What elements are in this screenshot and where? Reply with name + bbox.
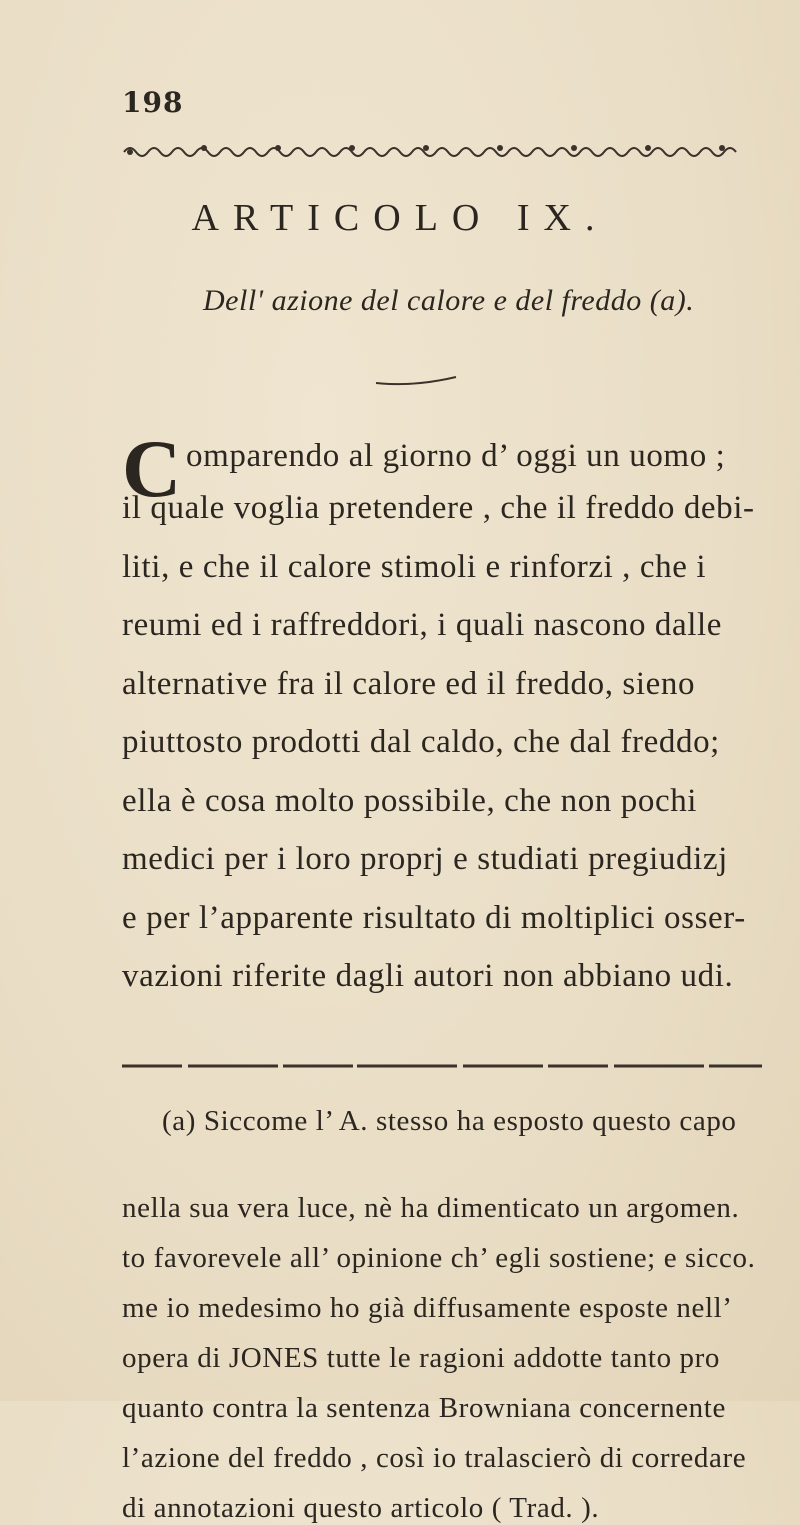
body-line: liti, e che il calore stimoli e rinforzi , che i xyxy=(122,548,707,585)
footnote-line: me io medesimo ho già diffusamente esposte nell’ xyxy=(122,1292,733,1324)
footnote-line: nella sua vera luce, nè ha dimenticato un argomen. xyxy=(122,1192,740,1224)
body-line: piuttosto prodotti dal caldo, che dal freddo; xyxy=(122,724,720,760)
article-heading: ARTICOLO IX. xyxy=(191,197,609,239)
footnote-separator-rule xyxy=(122,1063,762,1069)
body-line: alternative fra il calore ed il freddo, sieno xyxy=(122,665,696,702)
page-number: 198 xyxy=(122,86,184,119)
body-line: medici per i loro proprj e studiati pregiudizj xyxy=(122,841,728,877)
footnote-line: opera di JONES tutte le ragioni addotte tanto pro xyxy=(122,1342,720,1374)
footnote-line: quanto contra la sentenza Browniana concernente xyxy=(122,1392,726,1424)
footnote-line: (a) Siccome l’ A. stesso ha esposto questo capo xyxy=(162,1105,737,1137)
drop-cap-letter: C xyxy=(122,423,182,514)
footnote-line: l’azione del freddo , così io tralascierò di corredare xyxy=(122,1442,747,1474)
footnote-line: di annotazioni questo articolo ( Trad. ). xyxy=(122,1492,600,1524)
short-rule-divider xyxy=(374,375,458,387)
body-line: e per l’apparente risultato di moltiplici osser- xyxy=(122,899,746,936)
body-line: il quale voglia pretendere , che il freddo debi- xyxy=(122,490,755,526)
body-line: reumi ed i raffreddori, i quali nascono dalle xyxy=(122,607,723,643)
article-subheading: Dell' azione del calore e del freddo (a). xyxy=(203,284,695,317)
body-line: vazioni riferite dagli autori non abbiano udi. xyxy=(122,958,734,994)
footnote-line: to favorevele all’ opinione ch’ egli sostiene; e sicco. xyxy=(122,1242,756,1274)
paragraph-first-line: omparendo al giorno d’ oggi un uomo ; xyxy=(186,438,726,474)
body-line: ella è cosa molto possibile, che non pochi xyxy=(122,782,698,819)
decorative-ornament-band xyxy=(122,138,744,160)
